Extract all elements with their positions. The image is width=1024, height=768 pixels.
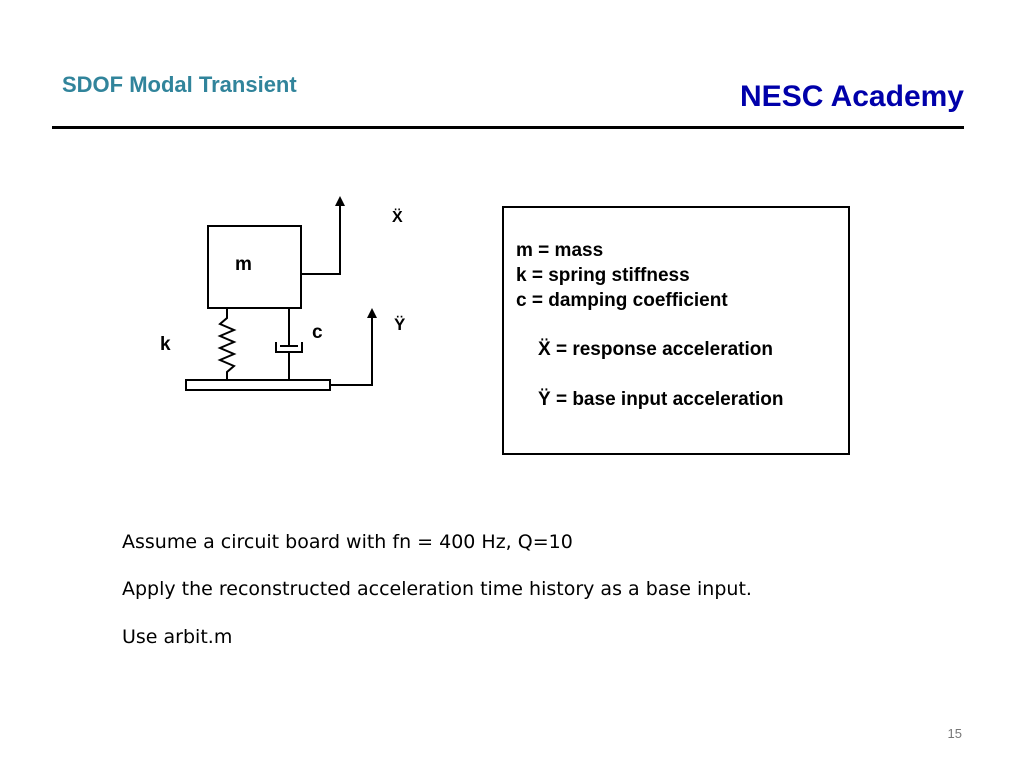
spring-label: k [160,334,171,355]
base-plate [186,380,330,390]
legend-base-input: Ÿ = base input acceleration [538,389,784,410]
legend-box [502,206,850,455]
legend-mass: m = mass [516,240,604,261]
legend-damping: c = damping coefficient [516,290,728,311]
sdof-diagram [150,190,440,410]
header-divider [52,126,964,129]
legend-spring: k = spring stiffness [516,265,690,286]
base-symbol: Ÿ [394,315,406,334]
response-symbol: Ẍ [392,209,403,226]
body-line-circuit-board: Assume a circuit board with fn = 400 Hz, Q=10 [122,531,573,553]
base-input-arrowhead [367,308,377,318]
base-input-arrow [330,316,372,385]
spring [220,308,234,380]
legend-response: Ẍ = response acceleration [538,339,773,360]
body-line-base-input: Apply the reconstructed acceleration time history as a base input. [122,578,752,600]
mass-block [208,226,301,308]
mass-label: m [235,254,252,275]
body-line-use-arbit: Use arbit.m [122,626,233,648]
damper-label: c [312,322,323,343]
brand-logo-text: NESC Academy [740,80,964,113]
slide-title: SDOF Modal Transient [62,72,297,97]
response-arrow [301,204,340,274]
response-arrowhead [335,196,345,206]
page-number: 15 [947,726,962,741]
